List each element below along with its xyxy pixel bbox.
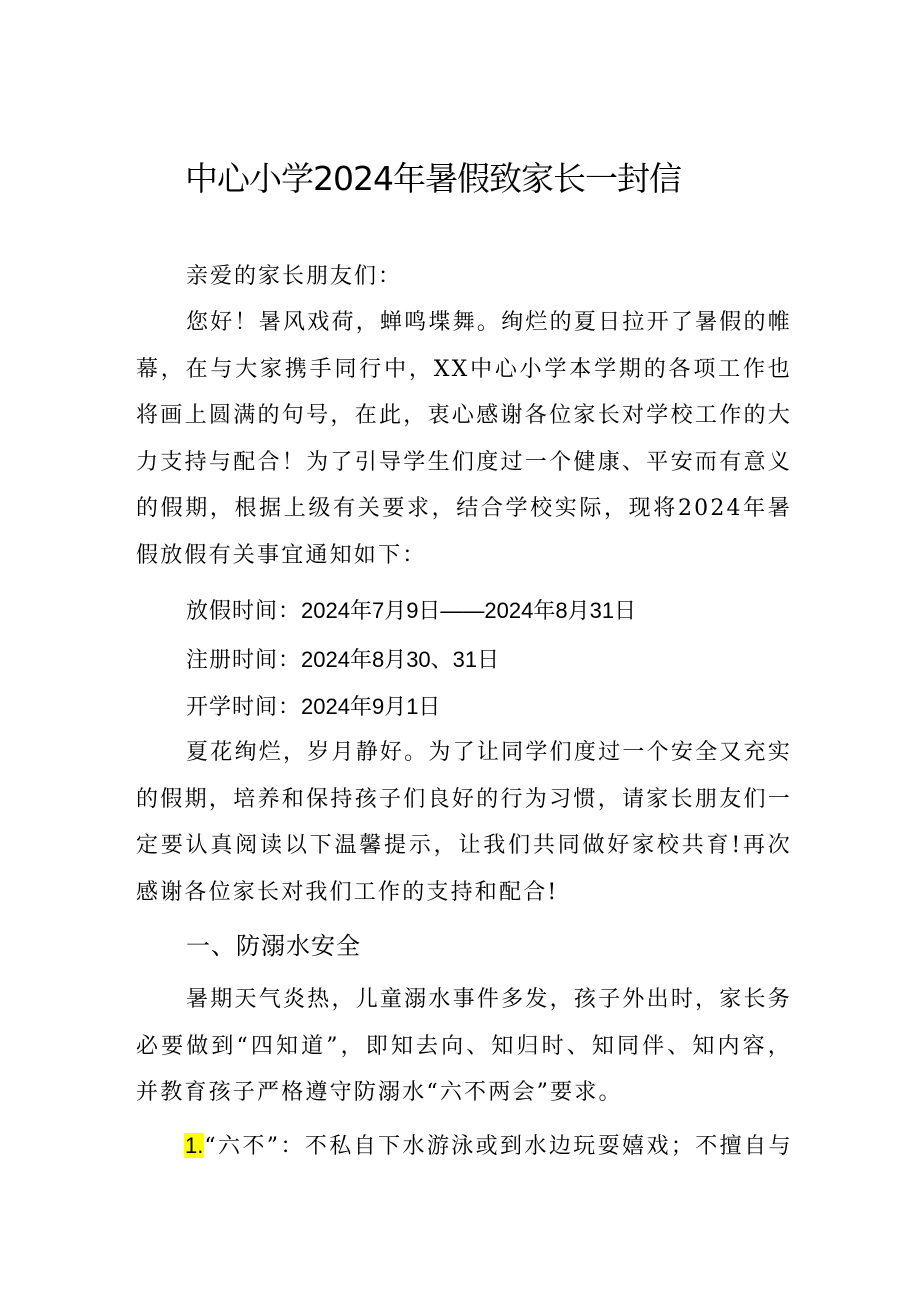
- date-line-registration: [186, 640, 499, 681]
- date-label: 注册时间：: [186, 648, 302, 673]
- drowning-safety-paragraph: 暑期天气炎热，儿童溺水事件多发，孩子外出时，家长务必要做到“四知道”，即知去向、知归时、知同伴、知内容，并教育孩子严格遵守防溺水“六不两会”要求。: [136, 987, 792, 1105]
- date-value: 2024年8月30、31日: [301, 647, 500, 672]
- date-value: 2024年7月9日——2024年8月31日: [301, 598, 637, 623]
- list-marker-highlighted: 1.: [185, 1133, 204, 1158]
- salutation: 亲爱的家长朋友们：: [186, 264, 403, 289]
- date-label: 放假时间：: [186, 599, 302, 624]
- list-item-1: [184, 1126, 793, 1167]
- document-title: 中心小学2024年暑假致家长一封信: [185, 159, 681, 198]
- date-label: 开学时间：: [186, 695, 302, 720]
- section-heading-drowning-safety: 一、防溺水安全: [186, 932, 361, 960]
- date-value: 2024年9月1日: [301, 694, 441, 719]
- date-line-school-start: [186, 687, 440, 728]
- reminder-paragraph: 夏花绚烂，岁月静好。为了让同学们度过一个安全又充实的假期，培养和保持孩子们良好的行为习惯，请家长朋友们一定要认真阅读以下温馨提示，让我们共同做好家校共育!再次感谢各位家长对我们工作的支持和配合!: [136, 740, 792, 905]
- date-line-vacation: [186, 591, 636, 632]
- list-item-text: “六不”：不私自下水游泳或到水边玩耍嬉戏；不擅自与: [204, 1134, 793, 1159]
- intro-paragraph: 您好！暑风戏荷，蝉鸣堞舞。绚烂的夏日拉开了暑假的帷幕，在与大家携手同行中，XX中心小学本学期的各项工作也将画上圆满的句号，在此，衷心感谢各位家长对学校工作的大力支持与配合！为了引导学生们度过一个健康、平安而有意义的假期，根据上级有关要求，结合学校实际，现将2024年暑假放假有关事宜通知如下：: [136, 310, 792, 568]
